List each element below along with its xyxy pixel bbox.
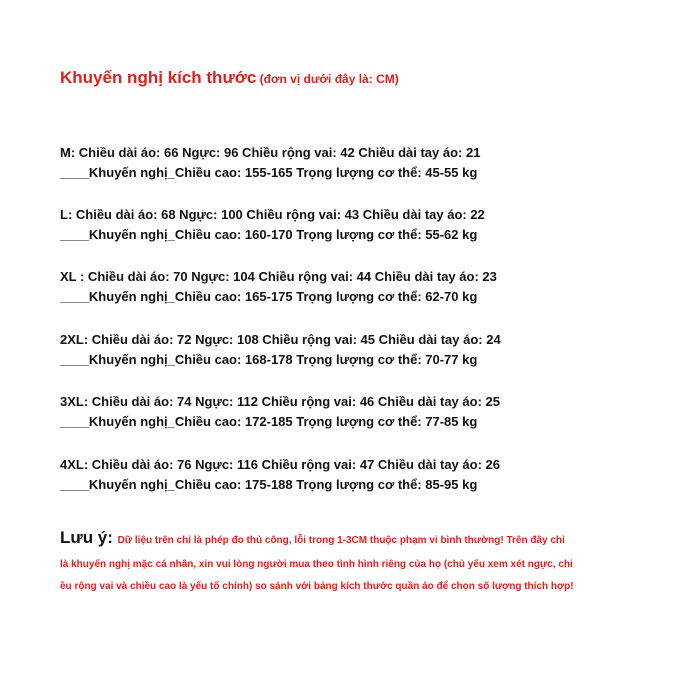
size-recommendation: ____Khuyến nghị_Chiều cao: 165-175 Trọng lượng cơ thể: 62-70 kg	[60, 289, 478, 304]
size-block-xl	[60, 267, 497, 307]
size-recommendation: ____Khuyến nghị_Chiều cao: 155-165 Trọng lượng cơ thể: 45-55 kg	[60, 165, 478, 180]
size-block-4xl	[60, 455, 500, 495]
size-recommendation: ____Khuyến nghị_Chiều cao: 160-170 Trọng lượng cơ thể: 55-62 kg	[60, 227, 478, 242]
size-block-l	[60, 205, 485, 245]
note-section	[60, 525, 620, 598]
size-measurements: M: Chiều dài áo: 66 Ngực: 96 Chiều rộng vai: 42 Chiều dài tay áo: 21	[60, 145, 481, 160]
size-recommendation: ____Khuyến nghị_Chiều cao: 168-178 Trọng lượng cơ thể: 70-77 kg	[60, 352, 478, 367]
size-block-m	[60, 143, 480, 183]
title-unit-note: (đơn vị dưới đây là: CM)	[256, 72, 399, 86]
title-main: Khuyến nghị kích thước	[60, 68, 257, 87]
size-recommendation-title	[60, 68, 399, 88]
size-measurements: L: Chiều dài áo: 68 Ngực: 100 Chiều rộng vai: 43 Chiều dài tay áo: 22	[60, 207, 485, 222]
note-label: Lưu ý:	[60, 528, 118, 547]
size-recommendation: ____Khuyến nghị_Chiều cao: 172-185 Trọng lượng cơ thể: 77-85 kg	[60, 414, 478, 429]
size-recommendation: ____Khuyến nghị_Chiều cao: 175-188 Trọng lượng cơ thể: 85-95 kg	[60, 477, 478, 492]
note-first-line	[60, 525, 620, 554]
note-text-line-1: Dữ liệu trên chỉ là phép đo thủ công, lỗi trong 1-3CM thuộc phạm vi bình thường! Trên đây chỉ	[117, 535, 565, 546]
size-measurements: 3XL: Chiều dài áo: 74 Ngực: 112 Chiều rộng vai: 46 Chiều dài tay áo: 25	[60, 394, 500, 409]
size-measurements: XL : Chiều dài áo: 70 Ngực: 104 Chiều rộng vai: 44 Chiều dài tay áo: 23	[60, 269, 497, 284]
size-measurements: 4XL: Chiều dài áo: 76 Ngực: 116 Chiều rộng vai: 47 Chiều dài tay áo: 26	[60, 457, 500, 472]
note-text-line-3: ều rộng vai và chiều cao là yếu tố chính) so sánh với bảng kích thước quần áo để chọn số lượng thích hợp!	[60, 581, 574, 592]
size-block-2xl	[60, 330, 501, 370]
size-measurements: 2XL: Chiều dài áo: 72 Ngực: 108 Chiều rộng vai: 45 Chiều dài tay áo: 24	[60, 332, 501, 347]
note-text-line-2: là khuyến nghị mặc cá nhân, xin vui lòng người mua theo tình hình riêng của họ (chủ yếu xem xét ngực, chi	[60, 559, 573, 570]
size-block-3xl	[60, 392, 500, 432]
